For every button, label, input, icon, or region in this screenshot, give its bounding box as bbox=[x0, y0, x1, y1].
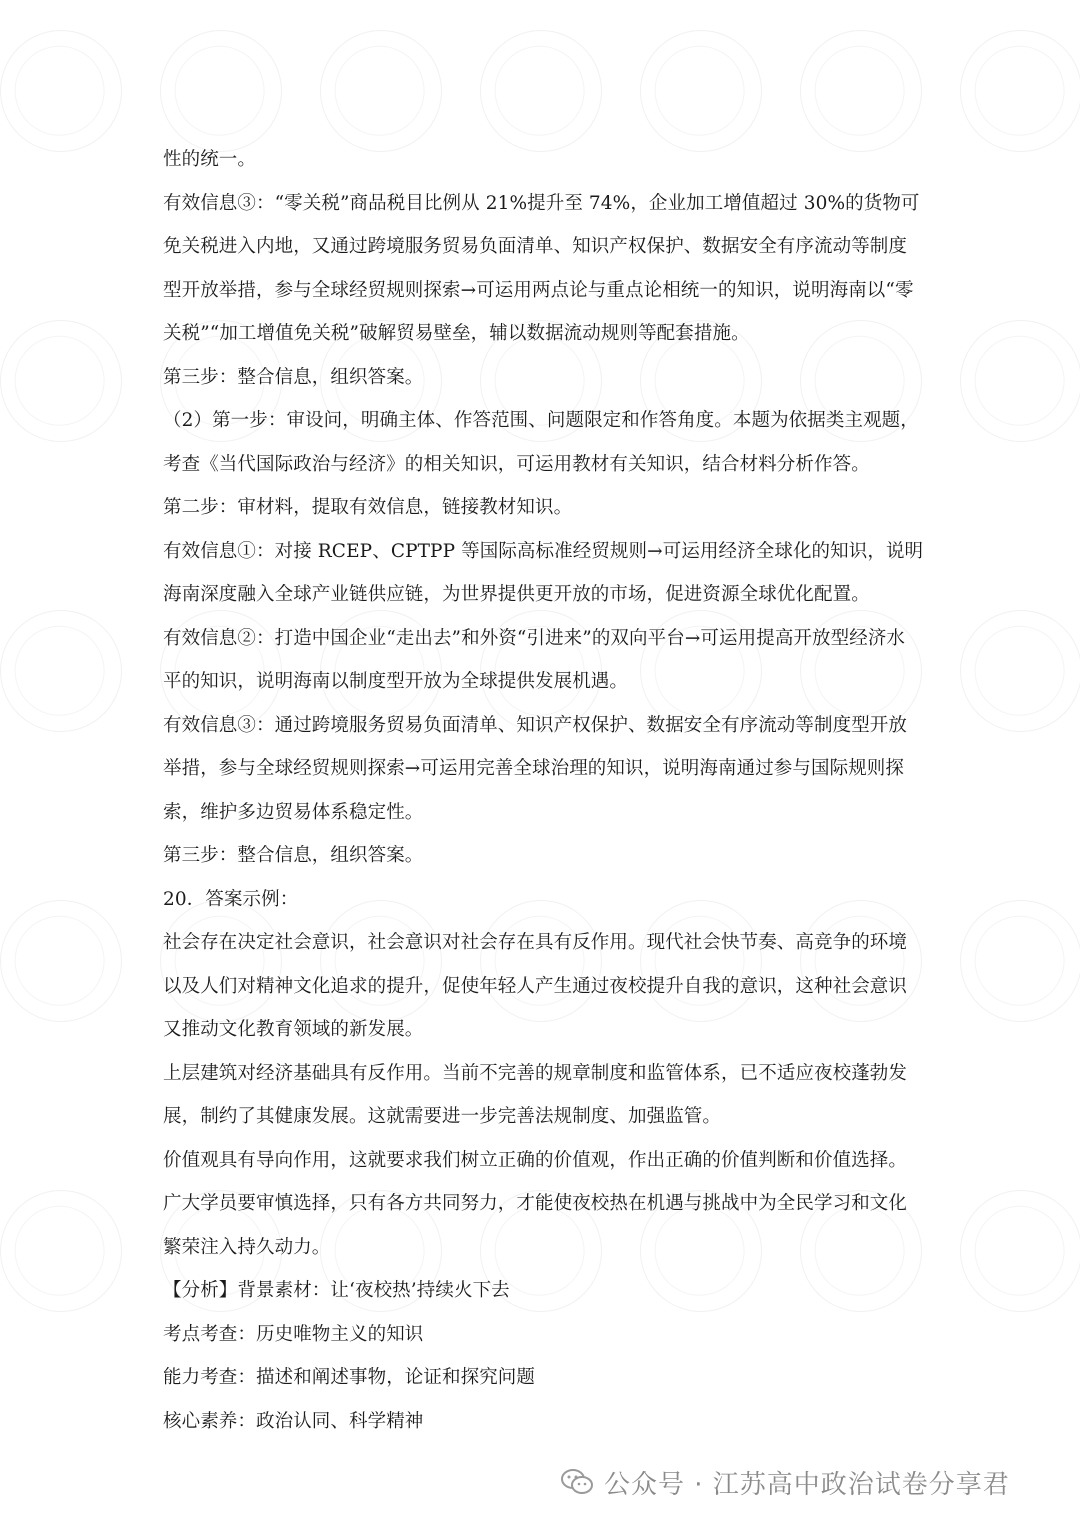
text-line: 海南深度融入全球产业链供应链，为世界提供更开放的市场，促进资源全球优化配置。 bbox=[163, 584, 870, 605]
text-line: 有效信息③：“零关税”商品税目比例从 21%提升至 74%，企业加工增值超过 30%的货物可 bbox=[163, 192, 920, 214]
document-body bbox=[163, 138, 923, 1443]
watermark-seal bbox=[936, 6, 1080, 176]
watermark-seal bbox=[936, 1166, 1080, 1336]
watermark-seal bbox=[0, 296, 146, 466]
text-line: 繁荣注入持久动力。 bbox=[163, 1236, 331, 1258]
text-line: 价值观具有导向作用，这就要求我们树立正确的价值观，作出正确的价值判断和价值选择。 bbox=[163, 1149, 908, 1171]
watermark-seal bbox=[0, 6, 146, 176]
text-line: 考查《当代国际政治与经济》的相关知识，可运用教材有关知识，结合材料分析作答。 bbox=[163, 453, 870, 475]
wechat-icon bbox=[560, 1468, 594, 1496]
text-line: 有效信息①：对接 RCEP、CPTPP 等国际高标准经贸规则→可运用经济全球化的知识，说明 bbox=[163, 540, 924, 562]
text-line: 第三步：整合信息，组织答案。 bbox=[163, 845, 424, 866]
text-line: 展，制约了其健康发展。这就需要进一步完善法规制度、加强监管。 bbox=[163, 1106, 722, 1127]
text-line: 性的统一。 bbox=[163, 149, 257, 170]
text-line: 上层建筑对经济基础具有反作用。当前不完善的规章制度和监管体系，已不适应夜校蓬勃发 bbox=[163, 1062, 908, 1084]
text-line: 能力考查：描述和阐述事物，论证和探究问题 bbox=[163, 1367, 536, 1388]
text-line: 又推动文化教育领域的新发展。 bbox=[163, 1019, 424, 1040]
watermark-seal bbox=[0, 1166, 146, 1336]
text-line: 考点考查：历史唯物主义的知识 bbox=[163, 1323, 424, 1345]
watermark-seal bbox=[936, 296, 1080, 466]
text-line: 第三步：整合信息，组织答案。 bbox=[163, 366, 424, 388]
footer-text: 公众号 · 江苏高中政治试卷分享君 bbox=[604, 1469, 1010, 1500]
watermark-seal bbox=[0, 876, 146, 1046]
text-line: （2）第一步：审设问，明确主体、作答范围、问题限定和作答角度。本题为依据类主观题， bbox=[163, 410, 919, 431]
footer-source bbox=[560, 1462, 1010, 1502]
watermark-seal bbox=[936, 586, 1080, 756]
text-line: 平的知识，说明海南以制度型开放为全球提供发展机遇。 bbox=[163, 671, 629, 692]
text-line: 以及人们对精神文化追求的提升，促使年轻人产生通过夜校提升自我的意识，这种社会意识 bbox=[163, 975, 908, 997]
watermark-seal bbox=[936, 876, 1080, 1046]
text-line: 【分析】背景素材：让‘夜校热’持续火下去 bbox=[163, 1280, 510, 1301]
text-line: 第二步：审材料，提取有效信息，链接教材知识。 bbox=[163, 497, 573, 518]
text-line: 20．答案示例： bbox=[163, 888, 299, 910]
text-line: 核心素养：政治认同、科学精神 bbox=[163, 1410, 424, 1432]
text-line: 举措，参与全球经贸规则探索→可运用完善全球治理的知识，说明海南通过参与国际规则探 bbox=[163, 758, 905, 779]
text-line: 免关税进入内地，又通过跨境服务贸易负面清单、知识产权保护、数据安全有序流动等制度 bbox=[163, 236, 908, 257]
text-line: 社会存在决定社会意识，社会意识对社会存在具有反作用。现代社会快节奏、高竞争的环境 bbox=[163, 932, 908, 953]
text-line: 广大学员要审慎选择，只有各方共同努力，才能使夜校热在机遇与挑战中为全民学习和文化 bbox=[163, 1193, 908, 1214]
text-line: 关税”“加工增值免关税”破解贸易壁垒，辅以数据流动规则等配套措施。 bbox=[163, 323, 750, 344]
text-line: 索，维护多边贸易体系稳定性。 bbox=[163, 801, 424, 823]
text-line: 型开放举措，参与全球经贸规则探索→可运用两点论与重点论相统一的知识，说明海南以“零 bbox=[163, 279, 914, 301]
text-line: 有效信息③：通过跨境服务贸易负面清单、知识产权保护、数据安全有序流动等制度型开放 bbox=[163, 714, 908, 736]
text-line: 有效信息②：打造中国企业“走出去”和外资“引进来”的双向平台→可运用提高开放型经济水 bbox=[163, 627, 906, 649]
watermark-seal bbox=[0, 586, 146, 756]
